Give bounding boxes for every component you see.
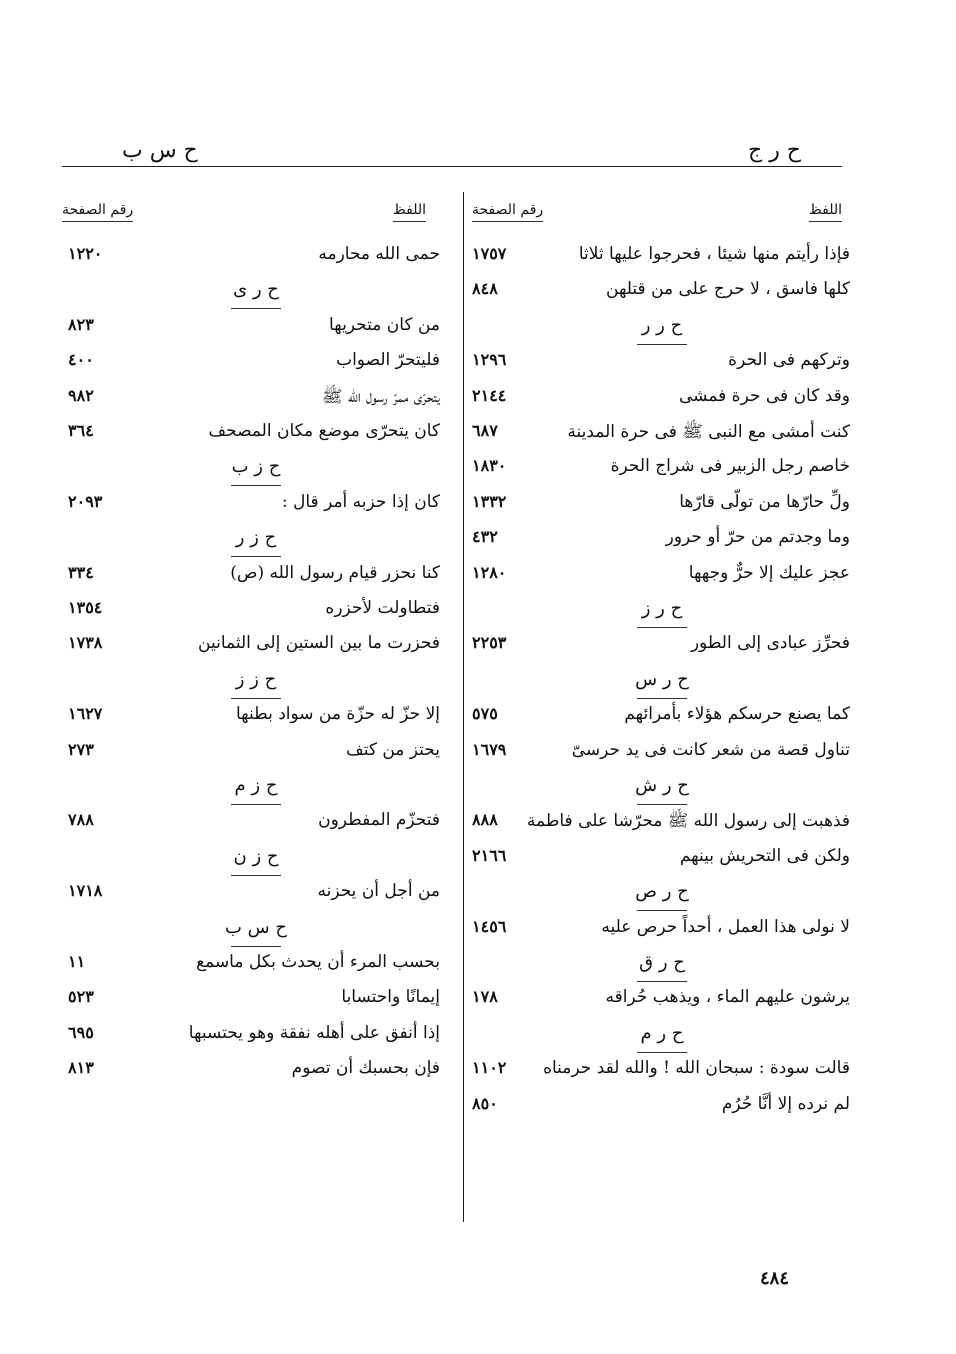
root-underline — [231, 556, 281, 557]
entry-text: فحزرت ما بين الستين إلى الثمانين — [198, 633, 440, 654]
entry-page-number: ١٧٨ — [472, 987, 498, 1007]
root-heading: ح ر ص — [635, 881, 689, 903]
entry-page-number: ١٧٣٨ — [68, 633, 103, 653]
left-header-root: ح س ب — [122, 138, 198, 163]
entry-page-number: ١٣٣٢ — [472, 491, 507, 511]
root-heading: ح س ب — [225, 916, 287, 938]
entry-page-number: ٧٨٨ — [68, 810, 94, 830]
entry-text: فذهبت إلى رسول الله ﷺ محرّشا على فاطمة — [526, 811, 850, 832]
entry-page-number: ١١ — [68, 952, 86, 971]
entry-text: إلا حزّ له حزّة من سواد بطنها — [235, 704, 440, 725]
entry-page-number: ٦٨٧ — [472, 421, 498, 440]
entry-text: بحسب المرء أن يحدث بكل ماسمع — [196, 952, 440, 972]
entry-text: يتحرّى ممرّ رسول الله ﷺ — [322, 386, 440, 407]
entry-text: لم نرده إلا أنَّا حُرُم — [721, 1093, 850, 1114]
root-underline — [637, 627, 687, 628]
root-heading: ح ر ى — [233, 279, 279, 301]
entry-page-number: ١٢٩٦ — [472, 350, 507, 370]
entry-text: كما يصنع حرسكم هؤلاء بأمرائهم — [624, 704, 850, 725]
entry-page-number: ١٧٥٧ — [472, 244, 507, 263]
entry-page-number: ١٢٨٠ — [472, 562, 507, 582]
entry-text: يرشون عليهم الماء ، ويذهب حُراقه — [605, 987, 850, 1008]
entry-text: إذا أنفق على أهله نفقة وهو يحتسبها — [188, 1022, 440, 1043]
root-underline — [231, 308, 281, 309]
entry-page-number: ٨١٣ — [68, 1058, 94, 1078]
root-underline — [231, 485, 281, 486]
entry-text: كنت أمشى مع النبى ﷺ فى حرة المدينة — [567, 422, 850, 442]
entry-text: فإذا رأيتم منها شيئا ، فحرجوا عليها ثلاثا — [578, 244, 850, 264]
entry-text: ولكن فى التحريش بينهم — [679, 845, 850, 866]
entry-text: كان يتحرّى موضع مكان المصحف — [208, 421, 440, 441]
entry-page-number: ٢٢٥٣ — [472, 633, 507, 653]
entry-text: وما وجدتم من حرّ أو حرور — [665, 527, 850, 548]
root-heading: ح ر م — [640, 1022, 684, 1044]
entry-text: وقد كان فى حرة فمشى — [678, 385, 850, 406]
entry-page-number: ٩٨٢ — [68, 385, 94, 405]
entry-page-number: ٢٧٣ — [68, 739, 94, 759]
entry-page-number: ٨٨٨ — [472, 810, 498, 830]
entry-text: عجز عليك إلا حرٌّ وجهها — [688, 562, 850, 583]
root-heading: ح ر ر — [641, 314, 683, 336]
entry-page-number: ٢٠٩٣ — [68, 491, 103, 511]
root-underline — [637, 804, 687, 805]
left-col-page-header: رقم الصفحة — [62, 202, 133, 218]
right-col-word-header: اللفظ — [809, 202, 842, 218]
root-underline — [231, 946, 281, 947]
entry-page-number: ٢١٦٦ — [472, 845, 507, 865]
entry-text: خاصم رجل الزبير فى شراج الحرة — [610, 456, 850, 477]
entry-text: وتركهم فى الحرة — [728, 350, 850, 371]
entry-text: كلها فاسق ، لا حرج على من قتلهن — [606, 279, 850, 300]
entry-text: فتحزّم المفطرون — [318, 810, 440, 831]
entry-text: من أجل أن يحزنه — [317, 881, 440, 902]
entry-text: فليتحرّ الصواب — [336, 350, 440, 371]
entry-text: فحرِّز عبادى إلى الطور — [690, 633, 850, 654]
entry-page-number: ٥٧٥ — [472, 704, 498, 724]
root-heading: ح ر س — [635, 668, 689, 690]
entry-text: فتطاولت لأحزره — [325, 598, 440, 618]
left-col-word-header: اللفظ — [393, 202, 426, 218]
entry-page-number: ١٤٥٦ — [472, 916, 507, 936]
root-underline — [637, 344, 687, 345]
root-underline — [637, 910, 687, 911]
entry-text: حمى الله محارمه — [318, 244, 440, 264]
entry-text: كان إذا حزبه أمر قال : — [281, 491, 440, 512]
root-heading: ح ر ز — [641, 598, 683, 619]
entry-page-number: ٨٢٣ — [68, 314, 94, 334]
entry-page-number: ٤٠٠ — [68, 350, 94, 370]
entry-page-number: ٨٤٨ — [472, 279, 498, 299]
entry-text: ولِّ حارّها من تولّى قارّها — [679, 491, 850, 512]
root-underline — [637, 1052, 687, 1053]
entry-text: إيمانًا واحتسابا — [341, 987, 440, 1008]
entry-page-number: ١٣٥٤ — [68, 598, 103, 617]
entry-page-number: ١٨٣٠ — [472, 456, 507, 476]
root-underline — [637, 698, 687, 699]
entry-text: كنا نحزر قيام رسول الله (ص) — [230, 562, 440, 583]
entry-page-number: ٦٩٥ — [68, 1022, 94, 1042]
root-underline — [231, 804, 281, 805]
column-divider — [463, 192, 464, 1222]
root-heading: ح ر ش — [635, 775, 689, 796]
entry-text: تناول قصة من شعر كانت فى يد حرسىّ — [571, 739, 850, 760]
entry-page-number: ١٦٢٧ — [68, 704, 103, 724]
root-heading: ح ز ن — [233, 845, 279, 867]
entry-page-number: ٤٣٢ — [472, 527, 498, 547]
entry-page-number: ١٢٢٠ — [68, 244, 103, 263]
root-heading: ح ز ر — [235, 527, 277, 549]
entry-page-number: ١٧١٨ — [68, 881, 103, 901]
entry-page-number: ١٦٧٩ — [472, 739, 507, 759]
root-heading: ح ز ز — [235, 668, 277, 690]
header-rule — [62, 166, 842, 167]
root-heading: ح ز م — [234, 775, 278, 796]
root-underline — [231, 698, 281, 699]
entry-page-number: ٣٦٤ — [68, 421, 94, 440]
entry-page-number: ٥٢٣ — [68, 987, 94, 1007]
entry-page-number: ٣٣٤ — [68, 562, 94, 582]
entry-text: فإن بحسبك أن تصوم — [291, 1058, 440, 1079]
root-underline — [231, 875, 281, 876]
root-underline — [637, 981, 687, 982]
right-col-page-header: رقم الصفحة — [472, 202, 543, 218]
right-header-root: ح ر ج — [748, 138, 802, 163]
root-heading: ح ر ق — [639, 952, 685, 973]
entry-page-number: ١١٠٢ — [472, 1058, 507, 1078]
root-heading: ح ز ب — [231, 456, 281, 478]
entry-text: يحتز من كتف — [346, 739, 440, 760]
entry-page-number: ٨٥٠ — [472, 1093, 498, 1113]
page-number: ٤٨٤ — [760, 1268, 790, 1289]
entry-text: من كان متحريها — [329, 314, 440, 335]
entry-page-number: ٢١٤٤ — [472, 385, 507, 405]
entry-text: قالت سودة : سبحان الله ! والله لقد حرمناه — [543, 1058, 850, 1079]
entry-text: لا نولى هذا العمل ، أحداً حرص عليه — [601, 916, 850, 937]
